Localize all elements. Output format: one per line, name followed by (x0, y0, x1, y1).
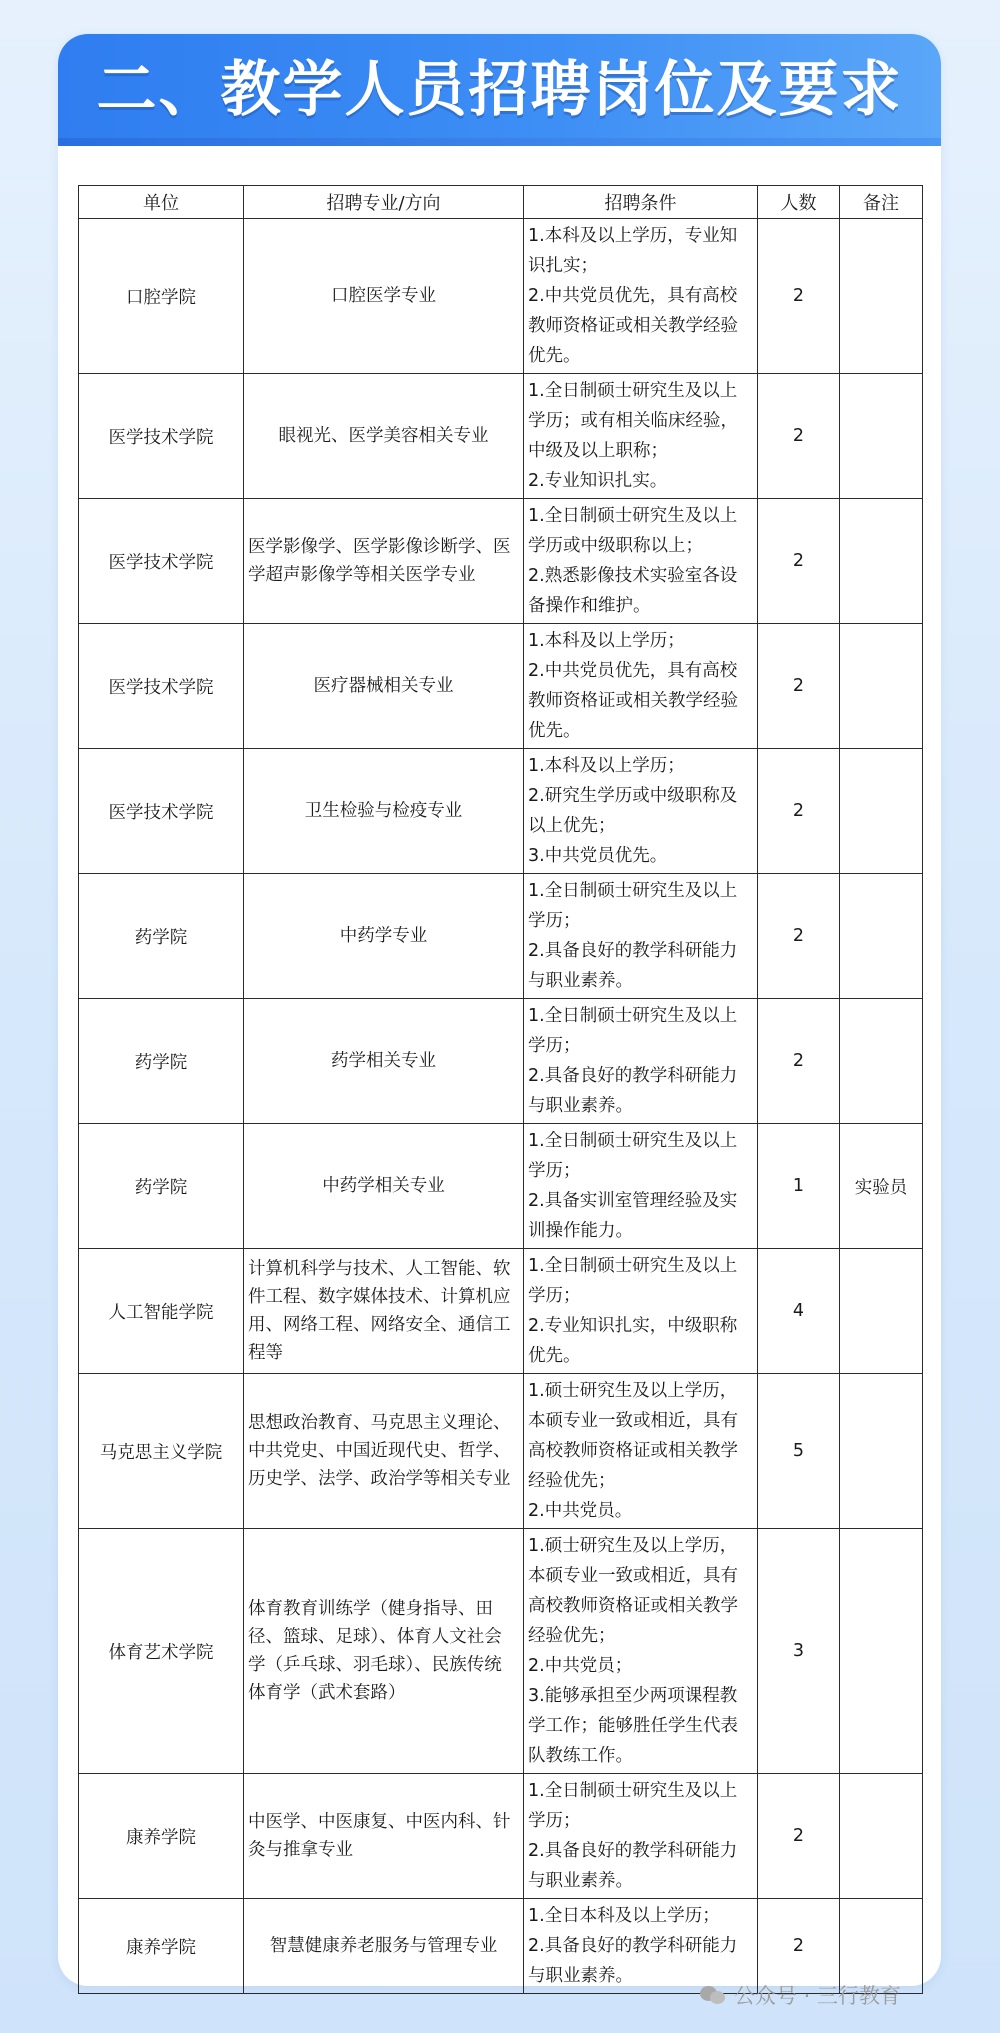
condition-item: 2.专业知识扎实。 (528, 471, 668, 491)
cell-note (840, 1249, 923, 1374)
wechat-icon (700, 1984, 726, 2006)
cell-note (840, 624, 923, 749)
condition-item: 1.本科及以上学历； (528, 631, 685, 651)
cell-count: 2 (758, 874, 840, 999)
recruitment-table (78, 185, 923, 1994)
cell-unit: 体育艺术学院 (79, 1529, 244, 1774)
cell-unit: 医学技术学院 (79, 374, 244, 499)
condition-item: 1.全日制硕士研究生及以上学历； (528, 1131, 738, 1181)
condition-item: 2.具备实训室管理经验及实训操作能力。 (528, 1191, 738, 1241)
header-count: 人数 (758, 186, 840, 219)
table-row (79, 499, 923, 624)
page-title: 二、教学人员招聘岗位及要求 (96, 55, 903, 125)
cell-count: 2 (758, 749, 840, 874)
cell-note (840, 874, 923, 999)
cell-conditions (524, 624, 758, 749)
condition-item: 1.硕士研究生及以上学历，本硕专业一致或相近，具有高校教师资格证或相关教学经验优先； (528, 1381, 738, 1491)
cell-conditions (524, 1249, 758, 1374)
cell-count: 1 (758, 1124, 840, 1249)
cell-unit: 药学院 (79, 874, 244, 999)
condition-item: 1.全日制硕士研究生及以上学历；或有相关临床经验，中级及以上职称； (528, 381, 738, 461)
cell-count: 2 (758, 624, 840, 749)
cell-major: 眼视光、医学美容相关专业 (244, 374, 524, 499)
cell-major: 中药学相关专业 (244, 1124, 524, 1249)
cell-note: 实验员 (840, 1124, 923, 1249)
table-row (79, 624, 923, 749)
cell-conditions (524, 999, 758, 1124)
cell-major: 中医学、中医康复、中医内科、针灸与推拿专业 (244, 1774, 524, 1899)
condition-item: 1.全日制硕士研究生及以上学历； (528, 881, 738, 931)
cell-major: 口腔医学专业 (244, 219, 524, 374)
cell-conditions (524, 219, 758, 374)
cell-conditions (524, 1124, 758, 1249)
cell-count: 5 (758, 1374, 840, 1529)
cell-unit: 马克思主义学院 (79, 1374, 244, 1529)
condition-item: 2.具备良好的教学科研能力与职业素养。 (528, 941, 738, 991)
cell-unit: 医学技术学院 (79, 499, 244, 624)
table-row (79, 1249, 923, 1374)
cell-conditions (524, 1374, 758, 1529)
table-row (79, 999, 923, 1124)
cell-count: 2 (758, 1774, 840, 1899)
table-row (79, 1124, 923, 1249)
cell-count: 2 (758, 499, 840, 624)
cell-conditions (524, 874, 758, 999)
header-conditions: 招聘条件 (524, 186, 758, 219)
condition-item: 1.全日制硕士研究生及以上学历； (528, 1006, 738, 1056)
condition-item: 1.全日制硕士研究生及以上学历或中级职称以上； (528, 506, 738, 556)
table-row (79, 219, 923, 374)
condition-item: 1.本科及以上学历； (528, 756, 685, 776)
table-row (79, 1774, 923, 1899)
table-header-row (79, 186, 923, 219)
table-row (79, 1529, 923, 1774)
cell-note (840, 499, 923, 624)
cell-note (840, 749, 923, 874)
cell-unit: 药学院 (79, 1124, 244, 1249)
cell-count: 2 (758, 1899, 840, 1994)
cell-note (840, 1529, 923, 1774)
condition-item: 2.具备良好的教学科研能力与职业素养。 (528, 1841, 738, 1891)
cell-major: 医学影像学、医学影像诊断学、医学超声影像学等相关医学专业 (244, 499, 524, 624)
cell-major: 药学相关专业 (244, 999, 524, 1124)
cell-unit: 医学技术学院 (79, 624, 244, 749)
condition-item: 1.全日本科及以上学历； (528, 1906, 720, 1926)
cell-major: 智慧健康养老服务与管理专业 (244, 1899, 524, 1994)
condition-item: 2.熟悉影像技术实验室各设备操作和维护。 (528, 566, 738, 616)
cell-note (840, 374, 923, 499)
header-unit: 单位 (79, 186, 244, 219)
condition-item: 3.能够承担至少两项课程教学工作；能够胜任学生代表队教练工作。 (528, 1686, 738, 1766)
cell-conditions (524, 374, 758, 499)
cell-major: 卫生检验与检疫专业 (244, 749, 524, 874)
cell-unit: 康养学院 (79, 1774, 244, 1899)
watermark (700, 1975, 901, 2015)
condition-item: 2.中共党员； (528, 1656, 633, 1676)
cell-conditions (524, 749, 758, 874)
watermark-text: 公众号 · 三行教育 (734, 1984, 902, 2008)
condition-item: 1.全日制硕士研究生及以上学历； (528, 1256, 738, 1306)
table-row (79, 1374, 923, 1529)
cell-unit: 康养学院 (79, 1899, 244, 1994)
cell-conditions (524, 1529, 758, 1774)
condition-item: 2.研究生学历或中级职称及以上优先； (528, 786, 738, 836)
cell-conditions (524, 499, 758, 624)
condition-item: 3.中共党员优先。 (528, 846, 668, 866)
table-row (79, 374, 923, 499)
condition-item: 2.中共党员。 (528, 1501, 633, 1521)
title-banner (58, 34, 941, 146)
cell-count: 2 (758, 999, 840, 1124)
cell-major: 体育教育训练学（健身指导、田径、篮球、足球）、体育人文社会学（乒乓球、羽毛球）、民族传统体育学（武术套路） (244, 1529, 524, 1774)
cell-major: 思想政治教育、马克思主义理论、中共党史、中国近现代史、哲学、历史学、法学、政治学等相关专业 (244, 1374, 524, 1529)
condition-item: 1.硕士研究生及以上学历，本硕专业一致或相近，具有高校教师资格证或相关教学经验优先； (528, 1536, 738, 1646)
condition-item: 2.中共党员优先，具有高校教师资格证或相关教学经验优先。 (528, 286, 738, 366)
header-note: 备注 (840, 186, 923, 219)
condition-item: 1.全日制硕士研究生及以上学历； (528, 1781, 738, 1831)
cell-unit: 口腔学院 (79, 219, 244, 374)
cell-major: 中药学专业 (244, 874, 524, 999)
cell-note (840, 1374, 923, 1529)
cell-count: 2 (758, 374, 840, 499)
cell-major: 计算机科学与技术、人工智能、软件工程、数字媒体技术、计算机应用、网络工程、网络安全、通信工程等 (244, 1249, 524, 1374)
cell-count: 2 (758, 219, 840, 374)
cell-note (840, 219, 923, 374)
condition-item: 2.专业知识扎实，中级职称优先。 (528, 1316, 738, 1366)
condition-item: 2.中共党员优先，具有高校教师资格证或相关教学经验优先。 (528, 661, 738, 741)
header-major: 招聘专业/方向 (244, 186, 524, 219)
table-row (79, 749, 923, 874)
condition-item: 2.具备良好的教学科研能力与职业素养。 (528, 1066, 738, 1116)
cell-unit: 医学技术学院 (79, 749, 244, 874)
cell-count: 4 (758, 1249, 840, 1374)
cell-note (840, 1774, 923, 1899)
condition-item: 2.具备良好的教学科研能力与职业素养。 (528, 1936, 738, 1986)
table-row (79, 874, 923, 999)
cell-conditions (524, 1774, 758, 1899)
cell-count: 3 (758, 1529, 840, 1774)
cell-note (840, 999, 923, 1124)
condition-item: 1.本科及以上学历，专业知识扎实； (528, 226, 738, 276)
cell-unit: 药学院 (79, 999, 244, 1124)
cell-unit: 人工智能学院 (79, 1249, 244, 1374)
cell-major: 医疗器械相关专业 (244, 624, 524, 749)
